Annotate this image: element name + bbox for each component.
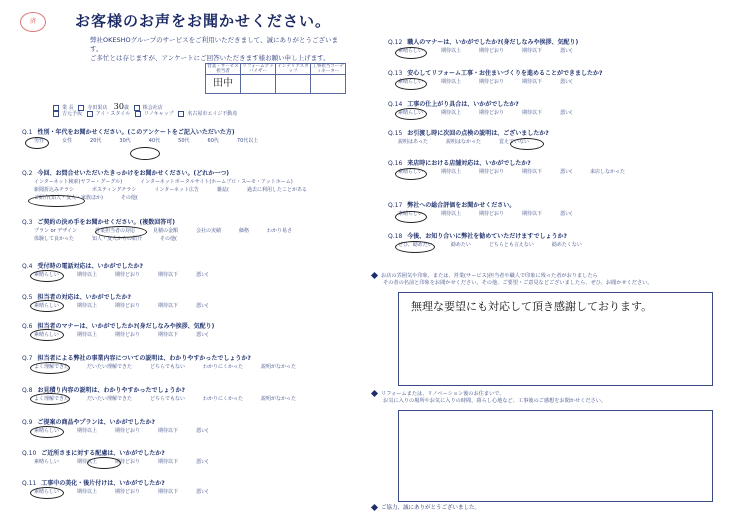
answer-option[interactable]: 悪い( <box>196 272 209 278</box>
answer-option[interactable]: 悪い( <box>196 303 209 309</box>
question-number: Q.2 <box>22 170 33 177</box>
answer-option[interactable]: 覚えていない <box>498 139 529 145</box>
answer-option[interactable]: インターネット検索(ヤフー・グーグル) <box>34 179 123 185</box>
answer-option[interactable]: 期待以下 <box>158 428 179 434</box>
answer-option[interactable]: インターネット広告 <box>154 187 199 193</box>
answer-option[interactable]: 期待どおり <box>479 169 505 175</box>
selection-circle-mark <box>395 241 435 253</box>
selection-circle-mark <box>30 487 64 499</box>
answer-options <box>34 302 334 310</box>
answer-option[interactable]: 素晴らしい <box>34 459 60 465</box>
answer-options <box>398 138 698 146</box>
answer-option[interactable]: 期待以下 <box>158 489 179 495</box>
answer-option[interactable]: 40代 <box>148 138 161 144</box>
question-number: Q.14 <box>388 101 403 108</box>
comment2-prompt-line-2: お気に入りの場所やお気に入りの時間、暮らし心地など、工事後のご感想をお聞かせください。 <box>383 398 607 404</box>
selection-circle-mark <box>395 78 427 90</box>
profile-option: 株会社店 <box>142 105 163 111</box>
answer-option[interactable]: わかりにくかった <box>202 396 243 402</box>
answer-option[interactable]: 期待以上 <box>77 332 98 338</box>
answer-option[interactable]: 営業担当者の対応 <box>94 228 135 234</box>
answer-option[interactable]: 期待以上 <box>441 79 462 85</box>
comment1-prompt <box>372 273 653 287</box>
selection-circle-mark <box>30 300 64 312</box>
selection-circle-mark <box>30 329 64 341</box>
profile-option: 吉元予坂 <box>62 111 83 117</box>
question-text: 担当者のマナーは、いかがでしたか?(身だしなみや挨拶、気配り) <box>37 323 215 330</box>
staff-name-handwritten: 田中 <box>206 75 241 94</box>
answer-option[interactable]: よく理解できた <box>34 364 70 370</box>
comment2-prompt-line-1: リフォームまたは、リノベーション後のお住まいで、 <box>381 391 505 397</box>
comment1-prompt-line-1: お店の雰囲気や印象、または、営業(サービス)担当者や職人で印象に残った者がおりましたら <box>381 273 598 279</box>
answer-option[interactable]: 期待どおり <box>115 332 141 338</box>
question-q16 <box>388 158 531 167</box>
question-q17 <box>388 200 515 209</box>
answer-option[interactable]: 見積の金額 <box>152 228 178 234</box>
selection-circle-mark <box>87 457 121 469</box>
answer-option[interactable]: だいたい理解できた <box>87 396 133 402</box>
answer-option[interactable]: 知人・友人からの紹介 <box>92 236 143 242</box>
answer-options <box>34 271 334 279</box>
question-text: ご提案の商品やプランは、いかがでしたか? <box>37 419 155 426</box>
question-text: 工事中の美化・後片付けは、いかがでしたか? <box>41 480 165 487</box>
answer-options <box>398 168 698 176</box>
answer-option[interactable]: 期待以上 <box>77 272 98 278</box>
answer-option[interactable]: 新聞折込みチラシ <box>34 187 75 193</box>
answer-option[interactable]: 期待どおり <box>115 459 141 465</box>
question-number: Q.10 <box>22 450 37 457</box>
answer-option[interactable]: ご紹介(知人・友人・家族ほか) <box>34 195 103 201</box>
staff-header-advisor: リフォームアドバイザー <box>242 64 274 74</box>
question-number: Q.5 <box>22 294 33 301</box>
question-q15 <box>388 128 549 137</box>
answer-option[interactable]: 期待どおり <box>115 428 141 434</box>
answer-option[interactable]: ぜひ、勧めたい <box>398 242 433 248</box>
selection-circle-mark <box>30 426 64 438</box>
question-text: お見積り内容の説明は、わかりやすかったでしょうか? <box>37 387 185 394</box>
question-q13 <box>388 68 602 77</box>
page-title: お客様のお声をお聞かせください。 <box>75 12 332 30</box>
answer-option[interactable]: 素晴らしい <box>34 489 60 495</box>
answer-option[interactable]: わかり易さ <box>267 228 293 234</box>
answer-option[interactable]: わかりにくかった <box>202 364 243 370</box>
footer-text: ご協力、誠にありがとうございました。 <box>381 505 481 511</box>
question-number: Q.6 <box>22 323 33 330</box>
selection-circle-mark <box>30 362 70 374</box>
answer-option[interactable]: 素晴らしい <box>34 303 60 309</box>
question-number: Q.11 <box>22 480 37 487</box>
selection-circle-mark <box>395 211 427 223</box>
question-q4 <box>22 261 143 270</box>
answer-options <box>34 331 334 339</box>
answer-option[interactable]: 悪い( <box>196 332 209 338</box>
answer-option[interactable]: 素晴らしい <box>34 332 60 338</box>
answer-option[interactable]: 期待以上 <box>441 110 462 116</box>
answer-options <box>398 109 698 117</box>
answer-option[interactable]: 悪い( <box>560 79 573 85</box>
profile-option: 業 長 <box>62 105 74 111</box>
answer-option[interactable]: 期待以下 <box>158 303 179 309</box>
question-text: お引渡し時に次回の点検の説明は、ございましたか? <box>407 130 549 137</box>
answer-option[interactable]: 期待どおり <box>115 272 141 278</box>
answer-option[interactable]: 期待以上 <box>77 428 98 434</box>
question-number: Q.8 <box>22 387 33 394</box>
intro-line-2: ご多忙とは存じますが、アンケートにご回答いただきます様お願い申し上げます。 <box>90 54 330 62</box>
question-text: 安心してリフォーム工事・お住まいづくりを進めることができましたか? <box>407 70 603 77</box>
answer-option[interactable]: 50代 <box>178 138 190 144</box>
selection-circle-mark <box>30 270 64 282</box>
age-suffix: 歳 <box>123 105 129 111</box>
comment1-prompt-line-2: その者の名前と印象をお聞かせください。その他、ご要望・ご意見などございましたら、ぜひ、お聞かせください。 <box>383 280 653 286</box>
question-number: Q.13 <box>388 70 403 77</box>
answer-option[interactable]: 期待以下 <box>522 211 543 217</box>
staff-cell-empty <box>241 75 276 94</box>
selection-circle-mark <box>395 108 427 120</box>
answer-option[interactable]: 価格 <box>239 228 250 234</box>
answer-option[interactable]: だいたい理解できた <box>87 364 133 370</box>
answer-option[interactable]: 来店しなかった <box>590 169 626 175</box>
question-q10 <box>22 448 165 457</box>
intro-line-1: 弊社OKESHOグループのサービスをご利用いただきまして、誠にありがとうございます。 <box>90 36 338 53</box>
answer-option[interactable]: 素晴らしい <box>34 428 60 434</box>
comment1-box[interactable] <box>398 292 713 386</box>
answer-options <box>398 78 698 86</box>
question-q7 <box>22 353 251 362</box>
intro-text <box>90 36 350 63</box>
answer-option[interactable]: 期待以下 <box>158 332 179 338</box>
question-number: Q.15 <box>388 130 403 137</box>
profile-option: リノキャップ <box>144 111 174 117</box>
answer-option[interactable]: 過去に利用したことがある <box>246 187 307 193</box>
answer-option[interactable]: 期待以上 <box>77 303 98 309</box>
answer-option[interactable]: 期待どおり <box>479 110 505 116</box>
answer-option[interactable]: その他( <box>120 195 138 201</box>
question-number: Q.18 <box>388 233 403 240</box>
question-number: Q.7 <box>22 355 33 362</box>
answer-options <box>34 395 334 403</box>
answer-option[interactable]: 期待以上 <box>441 48 462 54</box>
question-q14 <box>388 99 519 108</box>
profile-row-2 <box>53 110 237 117</box>
question-text: 来店時における店舗対応は、いかがでしたか? <box>407 160 531 167</box>
answer-option[interactable]: 期待以下 <box>158 272 179 278</box>
answer-option[interactable]: 勧めたくない <box>551 242 582 248</box>
answer-option[interactable]: 悪い( <box>196 428 209 434</box>
answer-options <box>398 241 698 249</box>
answer-option[interactable]: 期待以上 <box>77 489 98 495</box>
question-number: Q.9 <box>22 419 33 426</box>
comment2-box[interactable] <box>398 410 713 502</box>
checkbox[interactable] <box>87 111 93 117</box>
question-text: 受付時の電話対応は、いかがでしたか? <box>37 263 143 270</box>
answer-options <box>34 363 334 371</box>
answer-option[interactable]: 期待以上 <box>441 211 462 217</box>
answer-option[interactable]: 期待どおり <box>479 48 505 54</box>
question-number: Q.4 <box>22 263 33 270</box>
profile-option: 名古屋市エイジ不動産 <box>187 111 238 117</box>
answer-option[interactable]: 期待どおり <box>479 211 505 217</box>
answer-option[interactable]: 20代 <box>90 138 102 144</box>
answer-option[interactable]: 会社の実績 <box>195 228 221 234</box>
answer-options <box>34 227 334 243</box>
comment1-handwritten: 無理な要望にも対応して頂き感謝しております。 <box>411 300 653 313</box>
answer-option[interactable]: 悪い( <box>560 211 573 217</box>
answer-option[interactable]: 説明はなかった <box>445 139 481 145</box>
answer-options <box>34 137 334 145</box>
answer-option[interactable]: 期待以下 <box>522 79 543 85</box>
question-q12 <box>388 37 578 46</box>
answer-option[interactable]: 期待どおり <box>115 489 141 495</box>
answer-option[interactable]: 期待以下 <box>522 169 543 175</box>
answer-option[interactable]: 期待以上 <box>441 169 462 175</box>
question-text: 弊社への総合評価をお聞かせください。 <box>407 202 516 209</box>
answer-option[interactable]: どちらでもない <box>150 396 185 402</box>
question-text: 工事の仕上がり具合は、いかがでしたか? <box>407 101 519 108</box>
answer-options <box>398 47 698 55</box>
selection-circle-mark <box>30 393 70 405</box>
answer-option[interactable]: どちらでもない <box>150 364 185 370</box>
answer-option[interactable]: 悪い( <box>196 459 209 465</box>
checkbox[interactable] <box>135 111 141 117</box>
answer-option[interactable]: 30代 <box>119 138 131 144</box>
profile-option: 寺田果店 <box>87 105 108 111</box>
question-number: Q.16 <box>388 160 403 167</box>
answer-option[interactable]: 素晴らしい <box>398 79 424 85</box>
answer-option[interactable]: 期待どおり <box>479 79 505 85</box>
question-q2 <box>22 168 229 177</box>
question-q5 <box>22 292 131 301</box>
question-text: 担当者による弊社の事業内容についての説明は、わかりやすかったでしょうか? <box>37 355 251 362</box>
answer-options <box>34 458 334 466</box>
answer-option[interactable]: プラン or デザイン <box>34 228 77 234</box>
question-text: ご契約の決め手をお聞かせください。(複数回答可) <box>37 219 175 226</box>
staff-cell-empty <box>276 75 311 94</box>
checkbox[interactable] <box>178 111 184 117</box>
staff-table <box>205 63 346 94</box>
answer-option[interactable]: よく理解できた <box>34 396 70 402</box>
diamond-bullet-icon <box>371 272 378 279</box>
answer-option[interactable]: 素晴らしい <box>398 169 424 175</box>
question-number: Q.12 <box>388 39 403 46</box>
answer-option[interactable]: 悪い( <box>196 489 209 495</box>
answer-option[interactable]: 説明がなかった <box>261 364 297 370</box>
answer-option[interactable]: 素晴らしい <box>34 272 60 278</box>
selection-circle-mark <box>395 168 427 180</box>
question-text: ご近所さまに対する配慮は、いかがでしたか? <box>41 450 165 457</box>
answer-option[interactable]: どちらとも言えない <box>488 242 534 248</box>
question-text: 今回、お問合せいただいたきっかけをお聞かせください。(どれか一つ) <box>37 170 229 177</box>
answer-option[interactable]: 期待以上 <box>77 459 98 465</box>
stamp-mark: 済 <box>20 12 46 32</box>
age-handwritten: 30 <box>113 102 124 111</box>
answer-option[interactable]: 悪い( <box>560 110 573 116</box>
question-q18 <box>388 231 567 240</box>
answer-option[interactable]: 説明はあった <box>398 139 428 145</box>
answer-option[interactable]: 悪い( <box>560 48 573 54</box>
footer-thanks <box>372 503 480 511</box>
checkbox[interactable] <box>53 111 59 117</box>
answer-option[interactable]: 素晴らしい <box>398 110 424 116</box>
answer-option[interactable]: 期待以下 <box>522 48 543 54</box>
question-text: 今後、お知り合いに弊社を勧めていただけますでしょうか? <box>407 233 567 240</box>
answer-option[interactable]: インターネットポータルサイト(ホームプロ・スーモ・アットホーム) <box>140 179 293 185</box>
question-q1 <box>22 127 235 136</box>
question-text: 担当者の対応は、いかがでしたか? <box>37 294 131 301</box>
question-q11 <box>22 478 165 487</box>
answer-option[interactable]: その他( <box>160 236 177 242</box>
profile-option: アイ・スタイル <box>95 111 131 117</box>
answer-option[interactable]: 悪い( <box>560 169 573 175</box>
answer-option[interactable]: 素晴らしい <box>398 48 424 54</box>
answer-options <box>34 488 334 496</box>
question-q9 <box>22 417 155 426</box>
staff-cell-empty <box>311 75 346 94</box>
comment2-prompt <box>372 391 606 405</box>
answer-option[interactable]: 期待どおり <box>115 303 141 309</box>
question-number: Q.17 <box>388 202 403 209</box>
answer-option[interactable]: 勧めたい <box>450 242 471 248</box>
answer-option[interactable]: 素晴らしい <box>398 211 424 217</box>
staff-header-sales: 営業・サービス担当者 <box>207 64 239 74</box>
selection-circle-mark <box>28 195 85 207</box>
answer-option[interactable]: 70代以上 <box>236 138 259 144</box>
question-number: Q.1 <box>22 129 33 136</box>
answer-option[interactable]: 雑誌( <box>216 187 229 193</box>
answer-option[interactable]: ポスティングチラシ <box>92 187 137 193</box>
selection-circle-mark <box>95 226 147 238</box>
answer-option[interactable]: 期待以下 <box>522 110 543 116</box>
answer-option[interactable]: 60代 <box>207 138 219 144</box>
answer-option[interactable]: 男性 <box>34 138 45 144</box>
staff-header-interior: インテリアスタッフ <box>277 64 309 74</box>
question-q3 <box>22 217 175 226</box>
selection-circle-mark <box>130 147 160 160</box>
selection-circle-mark <box>395 47 427 59</box>
diamond-bullet-icon <box>371 504 378 511</box>
answer-options <box>398 210 698 218</box>
answer-option[interactable]: 期待以下 <box>158 459 179 465</box>
diamond-bullet-icon <box>371 390 378 397</box>
question-text: 職人のマナーは、いかがでしたか?(身だしなみや挨拶、気配り) <box>407 39 579 46</box>
answer-option[interactable]: 女性 <box>62 138 73 144</box>
question-text: 性別・年代をお聞かせください。(このアンケートをご記入いただいた方) <box>37 129 235 136</box>
answer-options <box>34 427 334 435</box>
selection-circle-mark <box>510 138 544 150</box>
selection-circle-mark <box>25 137 49 149</box>
answer-option[interactable]: 説明がなかった <box>261 396 297 402</box>
staff-header-coordinator: 工事担当コーディネーター <box>312 64 344 74</box>
question-number: Q.3 <box>22 219 33 226</box>
answer-option[interactable]: 体験して良かった <box>34 236 75 242</box>
